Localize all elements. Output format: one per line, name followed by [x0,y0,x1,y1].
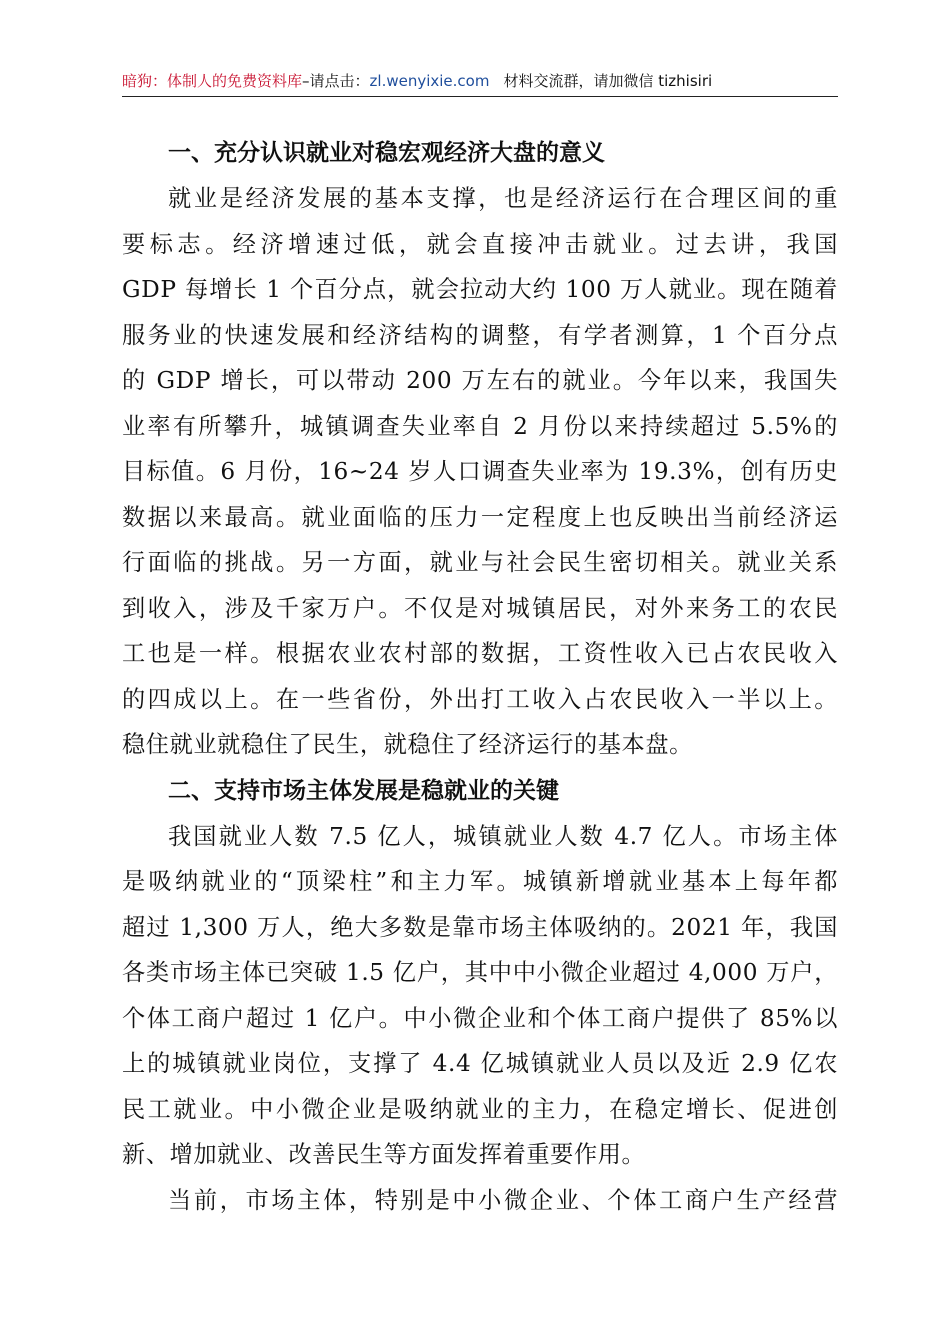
text-line: 服务业的快速发展和经济结构的调整，有学者测算，1 个百分点 [122,321,838,349]
text-line: 行面临的挑战。另一方面，就业与社会民生密切相关。就业关系 [122,549,838,576]
paragraph [122,1178,838,1224]
section-heading-2: 二、支持市场主体发展是稳就业的关键 [168,777,559,804]
text-line: 工也是一样。根据农业农村部的数据，工资性收入已占农民收入 [122,640,838,667]
text-line: 新、增加就业、改善民生等方面发挥着重要作用。 [122,1141,646,1168]
text-line: 超过 1,300 万人，绝大多数是靠市场主体吸纳的。2021 年，我国 [122,913,838,941]
header-url-link[interactable]: zl.wenyixie.com [369,72,490,90]
section-heading-1: 一、充分认识就业对稳宏观经济大盘的意义 [168,140,605,166]
header-brand: 暗狗：体制人的免费资料库 [122,72,303,90]
text-line: 数据以来最高。就业面临的压力一定程度上也反映出当前经济运 [122,503,838,531]
text-line: 目标值。6 月份，16~24 岁人口调查失业率为 19.3%，创有历史 [122,458,838,485]
text-line: 的四成以上。在一些省份，外出打工收入占农民收入一半以上。 [122,685,838,713]
text-line: 到收入，涉及千家万户。不仅是对城镇居民，对外来务工的农民 [122,594,838,622]
header-contact: 材料交流群，请加微信 tizhisiri [503,72,713,90]
text-line: 上的城镇就业岗位，支撑了 4.4 亿城镇就业人员以及近 2.9 亿农 [122,1050,838,1077]
paragraph [122,176,838,768]
text-line: 要标志。经济增速过低，就会直接冲击就业。过去讲，我国 [122,230,838,258]
text-line: 个体工商户超过 1 亿户。中小微企业和个体工商户提供了 85%以 [122,1004,838,1032]
text-line: 是吸纳就业的“顶梁柱”和主力军。城镇新增就业基本上每年都 [122,868,838,895]
text-line: 民工就业。中小微企业是吸纳就业的主力，在稳定增长、促进创 [122,1095,838,1123]
text-line: 各类市场主体已突破 1.5 亿户，其中中小微企业超过 4,000 万户， [122,959,838,986]
paragraph [122,814,838,1178]
text-line: 的 GDP 增长，可以带动 200 万左右的就业。今年以来，我国失 [122,367,838,394]
header-click-prefix: –请点击： [302,72,370,90]
page-header [122,68,838,97]
text-line: 我国就业人数 7.5 亿人，城镇就业人数 4.7 亿人。市场主体 [168,822,838,850]
text-line: 业率有所攀升，城镇调查失业率自 2 月份以来持续超过 5.5%的 [122,412,838,440]
text-line: 就业是经济发展的基本支撑，也是经济运行在合理区间的重 [168,185,838,212]
text-line: 当前，市场主体，特别是中小微企业、个体工商户生产经营 [168,1186,838,1214]
text-line: 稳住就业就稳住了民生，就稳住了经济运行的基本盘。 [122,731,693,758]
document-body [122,130,838,1223]
text-line: GDP 每增长 1 个百分点，就会拉动大约 100 万人就业。现在随着 [122,276,838,303]
